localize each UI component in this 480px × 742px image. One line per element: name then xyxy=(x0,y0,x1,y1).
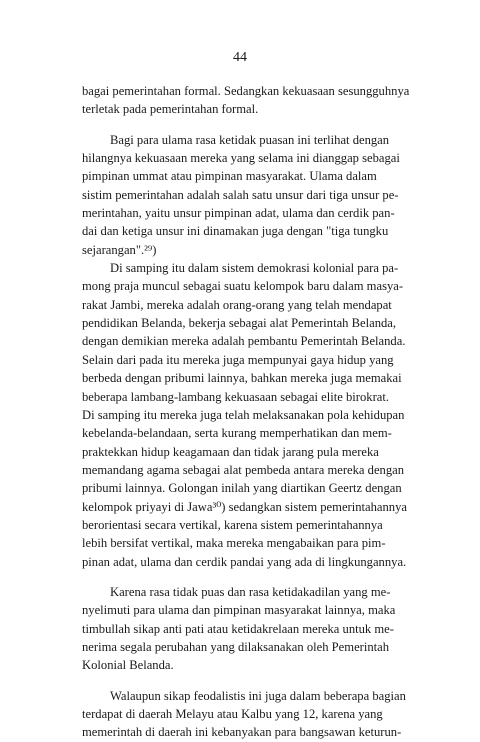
text-line: Walaupun sikap feodalistis ini juga dalam beberapa bagian xyxy=(110,688,406,703)
text-line: merintahan, yaitu unsur pimpinan adat, ulama dan cerdik pan- xyxy=(82,206,395,221)
text-line: nyelimuti para ulama dan pimpinan masyarakat lainnya, maka xyxy=(82,603,396,618)
text-line: Karena rasa tidak puas dan rasa ketidakadilan yang me- xyxy=(110,584,391,599)
text-line: lebih bersifat vertikal, maka mereka mengabaikan para pim- xyxy=(82,536,386,551)
paragraph-1 xyxy=(82,82,438,119)
text-line: berbeda dengan pribumi lainnya, bahkan mereka juga memakai xyxy=(82,371,402,386)
text-line: terletak pada pemerintahan formal. xyxy=(82,102,259,117)
text-line: pendidikan Belanda, bekerja sebagai alat Pemerintah Belanda, xyxy=(82,316,397,331)
text-line: hilangnya kekuasaan mereka yang selama ini dianggap sebagai xyxy=(82,151,400,166)
paragraph-3 xyxy=(82,259,438,571)
body-text xyxy=(82,82,438,742)
text-line: timbullah sikap anti pati atau ketidakrelaan mereka untuk me- xyxy=(82,621,394,636)
text-line: memerintah di daerah ini kebanyakan para bangsawan keturun- xyxy=(82,725,402,740)
text-line: Kolonial Belanda. xyxy=(82,658,174,673)
text-line: sistim pemerintahan adalah salah satu unsur dari tiga unsur pe- xyxy=(82,187,399,202)
text-line: praktekkan hidup keagamaan dan tidak jarang pula mereka xyxy=(82,444,379,459)
page-number: 44 xyxy=(233,50,247,65)
text-line: mong praja muncul sebagai suatu kelompok baru dalam masya- xyxy=(82,279,404,294)
text-line: Selain dari pada itu mereka juga mempunyai gaya hidup yang xyxy=(82,352,394,367)
text-line: dengan demikian mereka adalah pembantu Pemerintah Belanda. xyxy=(82,334,406,349)
text-line: pimpinan ummat atau pimpinan masyarakat. Ulama dalam xyxy=(82,169,377,184)
text-line: sejarangan".²⁹) xyxy=(82,242,157,257)
text-line: memandang agama sebagai alat pembeda antara mereka dengan xyxy=(82,462,405,477)
text-line: Di samping itu mereka juga telah melaksanakan pola kehidupan xyxy=(82,407,405,422)
text-line: kebelanda-belandaan, serta kurang memperhatikan dan mem- xyxy=(82,426,392,441)
paragraph-4 xyxy=(82,583,438,675)
text-line: Bagi para ulama rasa ketidak puasan ini terlihat dengan xyxy=(110,132,390,147)
paragraph-2 xyxy=(82,131,438,259)
text-line: Di samping itu dalam sistem demokrasi kolonial para pa- xyxy=(110,261,399,276)
text-line: berorientasi secara vertikal, karena sistem pemerintahannya xyxy=(82,517,383,532)
text-line: pribumi lainnya. Golongan inilah yang diartikan Geertz dengan xyxy=(82,481,402,496)
text-line: kelompok priyayi di Jawa³⁰) sedangkan sistem pemerintahannya xyxy=(82,499,407,514)
text-line: pinan adat, ulama dan cerdik pandai yang ada di lingkungannya. xyxy=(82,554,407,569)
paragraph-5 xyxy=(82,687,438,742)
text-line: rakat Jambi, mereka adalah orang-orang yang telah mendapat xyxy=(82,297,392,312)
text-line: nerima segala perubahan yang dilaksanakan oleh Pemerintah xyxy=(82,639,390,654)
text-line: bagai pemerintahan formal. Sedangkan kekuasaan sesungguhnya xyxy=(82,84,410,98)
text-line: beberapa lambang-lambang kekuasaan sebagai elite birokrat. xyxy=(82,389,390,404)
text-line: dai dan ketiga unsur ini dinamakan juga dengan "tiga tungku xyxy=(82,224,389,239)
text-line: terdapat di daerah Melayu atau Kalbu yang 12, karena yang xyxy=(82,707,383,721)
